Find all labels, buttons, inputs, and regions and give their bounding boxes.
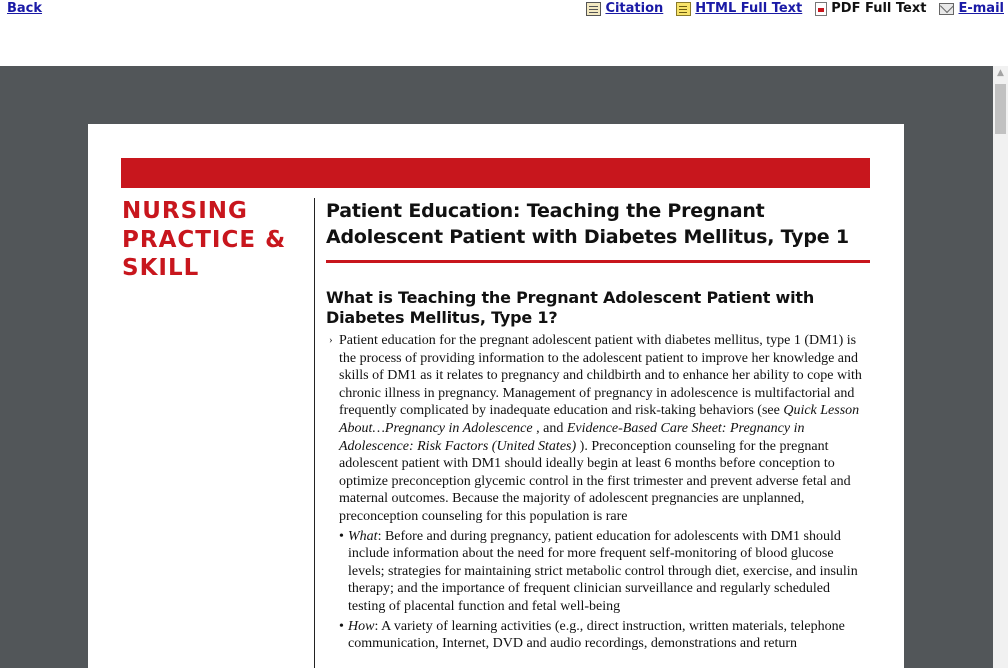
- bullet-icon: •: [339, 528, 344, 544]
- html-full-text-icon[interactable]: [676, 2, 691, 16]
- header-red-bar: [121, 158, 870, 188]
- bullet-text: : A variety of learning activities (e.g., direct instruction, written materials, telephone communication, Internet, DVD and audio recordings, demonstrations and return: [348, 618, 845, 652]
- brand-line: PRACTICE &: [122, 226, 287, 253]
- citation-action[interactable]: [586, 1, 663, 16]
- paragraph-text: Patient education for the pregnant adolescent patient with diabetes mellitus, type 1 (DM1) is the process of providing information to the adolescent patient to improve her knowledge and skills of DM1 as it relates to pregnancy and childbirth and to enhance her ability to cope with chronic illness in pregnancy. Management of pregnancy in adolescence is multifactorial and frequently complicated by inadequate education and risk-taking behaviors (see: [339, 333, 862, 419]
- viewer-scrollbar[interactable]: [993, 66, 1008, 668]
- section-heading: What is Teaching the Pregnant Adolescent Patient with Diabetes Mellitus, Type 1?: [326, 288, 815, 327]
- reference-link[interactable]: Quick Lesson About…Pregnancy in Adolescence: [339, 403, 860, 436]
- html-full-text-link[interactable]: HTML Full Text: [695, 1, 803, 16]
- reference-link[interactable]: Evidence-Based Care Sheet: Pregnancy in Adolescence: Risk Factors (United States): [339, 420, 805, 454]
- scroll-up-icon[interactable]: ▲: [997, 68, 1004, 78]
- paragraph-text: ). Preconception counseling for the pregnant adolescent patient with DM1 should ideally begin at least 6 months before conception to optimize preconception glycemic control in the first trimester and prevent adverse fetal and maternal outcomes. Because the majority of adolescent pregnancies are unplanned, preconception counseling for this population is rare: [339, 438, 851, 524]
- brand-title: [122, 197, 297, 283]
- back-link[interactable]: Back: [7, 1, 43, 16]
- bullet-list: [329, 528, 869, 653]
- top-toolbar: [0, 0, 1008, 66]
- scroll-thumb[interactable]: [995, 84, 1006, 134]
- toolbar-actions: [586, 1, 1004, 16]
- list-item: [329, 528, 869, 616]
- title-underline: [326, 260, 870, 263]
- html-full-text-action[interactable]: [676, 1, 802, 16]
- document-body: [329, 332, 869, 653]
- email-icon[interactable]: [939, 3, 954, 15]
- column-divider: [314, 198, 315, 668]
- paragraph-text: , and: [532, 420, 567, 436]
- citation-link[interactable]: Citation: [605, 1, 664, 16]
- bullet-text: : Before and during pregnancy, patient education for adolescents with DM1 should include information about the need for more frequent self-monitoring of blood glucose levels; strategies for maintaining strict metabolic control through diet, exercise, and insulin therapy; and the importance of frequent clinician surveillance and regularly scheduled testing of placental function and fetal well-being: [348, 528, 858, 614]
- list-item: [329, 618, 869, 653]
- brand-line: SKILL: [122, 255, 200, 281]
- bullet-label: How: [348, 618, 375, 634]
- email-action[interactable]: [939, 1, 1004, 16]
- document-title: Patient Education: Teaching the Pregnant Adolescent Patient with Diabetes Mellitus, Type 1: [326, 200, 849, 248]
- brand-line: NURSING: [122, 198, 248, 224]
- citation-icon[interactable]: [586, 2, 601, 16]
- paragraph-marker-icon: ›: [329, 334, 333, 346]
- bullet-label: What: [348, 528, 378, 544]
- email-link[interactable]: E-mail: [958, 1, 1004, 16]
- pdf-icon: [815, 2, 827, 16]
- pdf-full-text-action: [815, 1, 926, 16]
- intro-paragraph: [329, 332, 869, 526]
- bullet-icon: •: [339, 618, 344, 634]
- pdf-full-text-label: PDF Full Text: [831, 1, 927, 16]
